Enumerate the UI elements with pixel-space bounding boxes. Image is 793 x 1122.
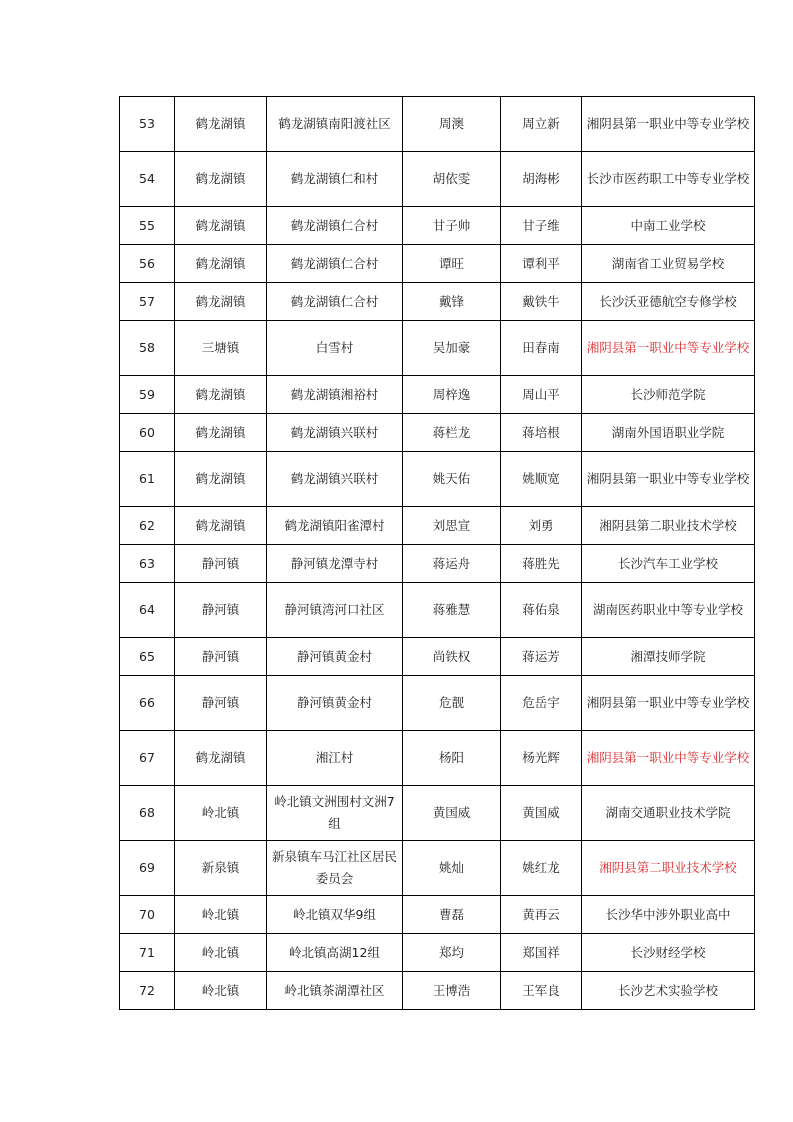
row-number-cell: 62 <box>120 507 175 545</box>
parent-name-cell: 姚顺宽 <box>501 452 582 507</box>
table-row <box>120 452 755 507</box>
table-row <box>120 414 755 452</box>
town-cell: 鹤龙湖镇 <box>175 97 267 152</box>
town-cell: 岭北镇 <box>175 786 267 841</box>
student-name-cell: 谭旺 <box>403 245 501 283</box>
parent-name-cell: 王军良 <box>501 972 582 1010</box>
school-cell: 长沙汽车工业学校 <box>582 545 755 583</box>
town-cell: 岭北镇 <box>175 934 267 972</box>
school-cell: 湘阴县第一职业中等专业学校 <box>582 321 755 376</box>
table-row <box>120 321 755 376</box>
row-number-cell: 55 <box>120 207 175 245</box>
school-cell: 长沙师范学院 <box>582 376 755 414</box>
town-cell: 鹤龙湖镇 <box>175 245 267 283</box>
student-name-cell: 蒋雅慧 <box>403 583 501 638</box>
parent-name-cell: 危岳宇 <box>501 676 582 731</box>
parent-name-cell: 杨光辉 <box>501 731 582 786</box>
village-cell: 鹤龙湖镇仁合村 <box>267 207 403 245</box>
row-number-cell: 60 <box>120 414 175 452</box>
student-name-cell: 王博浩 <box>403 972 501 1010</box>
row-number-cell: 61 <box>120 452 175 507</box>
parent-name-cell: 田春南 <box>501 321 582 376</box>
row-number-cell: 53 <box>120 97 175 152</box>
row-number-cell: 59 <box>120 376 175 414</box>
school-cell: 湖南医药职业中等专业学校 <box>582 583 755 638</box>
parent-name-cell: 戴铁牛 <box>501 283 582 321</box>
parent-name-cell: 黄再云 <box>501 896 582 934</box>
table-row <box>120 972 755 1010</box>
town-cell: 静河镇 <box>175 583 267 638</box>
row-number-cell: 66 <box>120 676 175 731</box>
row-number-cell: 70 <box>120 896 175 934</box>
table-row <box>120 376 755 414</box>
student-name-cell: 周梓逸 <box>403 376 501 414</box>
row-number-cell: 58 <box>120 321 175 376</box>
row-number-cell: 71 <box>120 934 175 972</box>
table-row <box>120 507 755 545</box>
student-name-cell: 周澳 <box>403 97 501 152</box>
row-number-cell: 72 <box>120 972 175 1010</box>
village-cell: 鹤龙湖镇阳雀潭村 <box>267 507 403 545</box>
school-cell: 湖南交通职业技术学院 <box>582 786 755 841</box>
village-cell: 岭北镇文洲围村文洲7组 <box>267 786 403 841</box>
village-cell: 静河镇龙潭寺村 <box>267 545 403 583</box>
table-row <box>120 152 755 207</box>
table-row <box>120 545 755 583</box>
row-number-cell: 57 <box>120 283 175 321</box>
village-cell: 新泉镇车马江社区居民委员会 <box>267 841 403 896</box>
student-name-cell: 蒋运舟 <box>403 545 501 583</box>
row-number-cell: 63 <box>120 545 175 583</box>
school-cell: 中南工业学校 <box>582 207 755 245</box>
student-name-cell: 尚铁权 <box>403 638 501 676</box>
row-number-cell: 68 <box>120 786 175 841</box>
row-number-cell: 69 <box>120 841 175 896</box>
school-cell: 湘阴县第二职业技术学校 <box>582 507 755 545</box>
student-name-cell: 姚灿 <box>403 841 501 896</box>
parent-name-cell: 周山平 <box>501 376 582 414</box>
town-cell: 三塘镇 <box>175 321 267 376</box>
parent-name-cell: 蒋胜先 <box>501 545 582 583</box>
village-cell: 鹤龙湖镇仁和村 <box>267 152 403 207</box>
row-number-cell: 65 <box>120 638 175 676</box>
parent-name-cell: 甘子维 <box>501 207 582 245</box>
student-name-cell: 胡依雯 <box>403 152 501 207</box>
school-cell: 湘阴县第一职业中等专业学校 <box>582 731 755 786</box>
village-cell: 鹤龙湖镇仁合村 <box>267 245 403 283</box>
school-cell: 长沙市医药职工中等专业学校 <box>582 152 755 207</box>
parent-name-cell: 蒋运芳 <box>501 638 582 676</box>
table-row <box>120 207 755 245</box>
village-cell: 鹤龙湖镇仁合村 <box>267 283 403 321</box>
village-cell: 岭北镇茶湖潭社区 <box>267 972 403 1010</box>
parent-name-cell: 谭利平 <box>501 245 582 283</box>
student-name-cell: 甘子帅 <box>403 207 501 245</box>
student-name-cell: 吴加豪 <box>403 321 501 376</box>
table-body <box>120 97 755 1010</box>
village-cell: 鹤龙湖镇兴联村 <box>267 452 403 507</box>
village-cell: 湘江村 <box>267 731 403 786</box>
table-row <box>120 676 755 731</box>
village-cell: 岭北镇高湖12组 <box>267 934 403 972</box>
parent-name-cell: 姚红龙 <box>501 841 582 896</box>
table-row <box>120 583 755 638</box>
table-row <box>120 638 755 676</box>
village-cell: 岭北镇双华9组 <box>267 896 403 934</box>
school-cell: 湘潭技师学院 <box>582 638 755 676</box>
parent-name-cell: 郑国祥 <box>501 934 582 972</box>
town-cell: 岭北镇 <box>175 972 267 1010</box>
student-name-cell: 杨阳 <box>403 731 501 786</box>
row-number-cell: 64 <box>120 583 175 638</box>
town-cell: 静河镇 <box>175 638 267 676</box>
school-cell: 湘阴县第二职业技术学校 <box>582 841 755 896</box>
student-name-cell: 郑均 <box>403 934 501 972</box>
parent-name-cell: 周立新 <box>501 97 582 152</box>
school-cell: 长沙华中涉外职业高中 <box>582 896 755 934</box>
student-name-cell: 姚天佑 <box>403 452 501 507</box>
town-cell: 鹤龙湖镇 <box>175 414 267 452</box>
village-cell: 鹤龙湖镇兴联村 <box>267 414 403 452</box>
parent-name-cell: 蒋培根 <box>501 414 582 452</box>
row-number-cell: 54 <box>120 152 175 207</box>
village-cell: 静河镇黄金村 <box>267 638 403 676</box>
school-cell: 湖南外国语职业学院 <box>582 414 755 452</box>
parent-name-cell: 黄国威 <box>501 786 582 841</box>
school-cell: 湘阴县第一职业中等专业学校 <box>582 452 755 507</box>
town-cell: 鹤龙湖镇 <box>175 207 267 245</box>
town-cell: 鹤龙湖镇 <box>175 731 267 786</box>
school-cell: 湘阴县第一职业中等专业学校 <box>582 97 755 152</box>
student-name-cell: 刘思宣 <box>403 507 501 545</box>
school-cell: 长沙财经学校 <box>582 934 755 972</box>
table-row <box>120 896 755 934</box>
school-cell: 长沙艺术实验学校 <box>582 972 755 1010</box>
town-cell: 静河镇 <box>175 545 267 583</box>
village-cell: 白雪村 <box>267 321 403 376</box>
student-table <box>119 96 755 1010</box>
parent-name-cell: 刘勇 <box>501 507 582 545</box>
town-cell: 鹤龙湖镇 <box>175 507 267 545</box>
village-cell: 静河镇黄金村 <box>267 676 403 731</box>
table-row <box>120 97 755 152</box>
row-number-cell: 67 <box>120 731 175 786</box>
town-cell: 鹤龙湖镇 <box>175 152 267 207</box>
student-name-cell: 黄国威 <box>403 786 501 841</box>
village-cell: 鹤龙湖镇南阳渡社区 <box>267 97 403 152</box>
town-cell: 鹤龙湖镇 <box>175 376 267 414</box>
table-row <box>120 934 755 972</box>
table-row <box>120 786 755 841</box>
school-cell: 湖南省工业贸易学校 <box>582 245 755 283</box>
student-name-cell: 蒋栏龙 <box>403 414 501 452</box>
village-cell: 鹤龙湖镇湘裕村 <box>267 376 403 414</box>
school-cell: 湘阴县第一职业中等专业学校 <box>582 676 755 731</box>
row-number-cell: 56 <box>120 245 175 283</box>
parent-name-cell: 蒋佑泉 <box>501 583 582 638</box>
town-cell: 静河镇 <box>175 676 267 731</box>
table-row <box>120 841 755 896</box>
table-row <box>120 731 755 786</box>
town-cell: 鹤龙湖镇 <box>175 283 267 321</box>
school-cell: 长沙沃亚德航空专修学校 <box>582 283 755 321</box>
parent-name-cell: 胡海彬 <box>501 152 582 207</box>
student-name-cell: 危靓 <box>403 676 501 731</box>
town-cell: 岭北镇 <box>175 896 267 934</box>
town-cell: 鹤龙湖镇 <box>175 452 267 507</box>
table-row <box>120 245 755 283</box>
town-cell: 新泉镇 <box>175 841 267 896</box>
student-name-cell: 曹磊 <box>403 896 501 934</box>
table-row <box>120 283 755 321</box>
student-name-cell: 戴锋 <box>403 283 501 321</box>
village-cell: 静河镇湾河口社区 <box>267 583 403 638</box>
